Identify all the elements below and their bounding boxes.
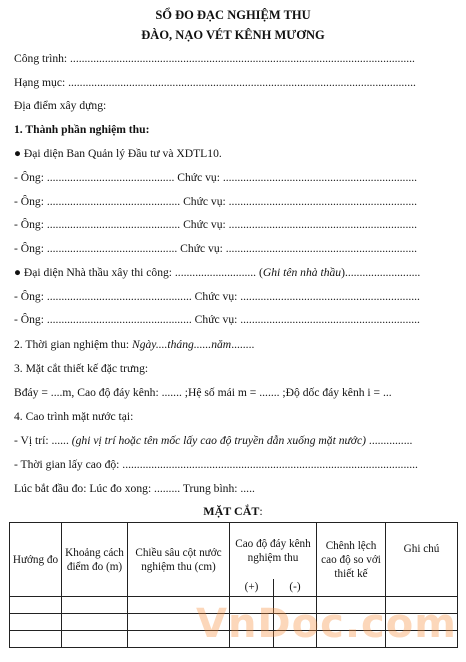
- col-header-minus: (-): [274, 579, 317, 597]
- person-line-a4: - Ông: ............................................. Chức vụ: ..................................................................: [14, 242, 418, 255]
- nha-thau-line: [14, 266, 454, 280]
- table-title-colon: :: [259, 504, 263, 518]
- nha-thau-italic: Ghi tên nhà thầu: [262, 266, 342, 279]
- vi-tri-line: [14, 434, 454, 448]
- col-header-cao-do: Cao độ đáy kênh nghiệm thu: [230, 523, 317, 579]
- item2-italic: Ngày....tháng......năm: [131, 338, 232, 351]
- col-header-ghi-chu: Ghi chú: [386, 523, 458, 597]
- col-header-plus: (+): [230, 579, 274, 597]
- person-line-b1: - Ông: .................................................. Chức vụ: ..............................................................: [14, 290, 420, 303]
- item2-line: [14, 338, 454, 352]
- person-line-b2: - Ông: .................................................. Chức vụ: ..............................................................: [14, 313, 420, 326]
- vi-tri-italic: (ghi vị trí hoặc tên mốc lấy cao độ truyền dẫn xuống mặt nước): [71, 434, 367, 447]
- field-hang-muc: Hạng mục: ........................................................................................................................: [14, 76, 416, 89]
- luc-bat-dau-line: Lúc bắt đầu đo: Lúc đo xong: ......... Trung bình: .....: [14, 482, 255, 495]
- item4-heading: 4. Cao trình mặt nước tại:: [14, 410, 134, 423]
- table-title-text: MẶT CẮT: [203, 504, 260, 518]
- vi-tri-prefix: - Vị trí: ......: [14, 434, 72, 447]
- col-header-huong-do: Hướng đo: [10, 523, 62, 597]
- person-line-a3: - Ông: .............................................. Chức vụ: .................................................................: [14, 218, 418, 231]
- col-header-khoang-cach: Khoảng cách điểm đo (m): [62, 523, 128, 597]
- person-line-a1: - Ông: ............................................ Chức vụ: ...................................................................: [14, 171, 418, 184]
- nha-thau-prefix: ● Đại diện Nhà thầu xây thi công: ............................ (: [14, 266, 263, 279]
- col-header-chieu-sau: Chiều sâu cột nước nghiệm thu (cm): [128, 523, 230, 597]
- item2-prefix: 2. Thời gian nghiệm thu:: [14, 338, 132, 351]
- item3-heading: 3. Mặt cắt thiết kế đặc trưng:: [14, 362, 149, 375]
- table-title: [0, 504, 466, 519]
- col-header-chenh-lech: Chênh lệch cao độ so với thiết kế: [317, 523, 386, 597]
- vi-tri-suffix: ...............: [366, 434, 413, 447]
- person-line-a2: - Ông: .............................................. Chức vụ: .................................................................: [14, 195, 418, 208]
- item2-suffix: ........: [231, 338, 255, 351]
- field-dia-diem: Địa điểm xây dựng:: [14, 99, 107, 112]
- section1-heading: 1. Thành phần nghiệm thu:: [14, 123, 150, 136]
- nha-thau-suffix: )..........................: [341, 266, 421, 279]
- document-title: SỔ ĐO ĐẠC NGHIỆM THU: [155, 8, 311, 22]
- item3-detail: Bđáy = ....m, Cao độ đáy kênh: ....... ;Hệ số mái m = ....... ;Độ dốc đáy kênh i = ...: [14, 386, 392, 399]
- watermark-logo: VnDoc.com: [196, 601, 457, 647]
- ban-quan-ly-line: ● Đại diện Ban Quản lý Đầu tư và XDTL10.: [14, 147, 222, 160]
- field-cong-trinh: Công trình: .......................................................................................................................: [14, 52, 415, 65]
- document-subtitle: ĐÀO, NẠO VÉT KÊNH MƯƠNG: [141, 28, 325, 42]
- thoi-gian-line: - Thời gian lấy cao độ: ......................................................................................................: [14, 458, 418, 471]
